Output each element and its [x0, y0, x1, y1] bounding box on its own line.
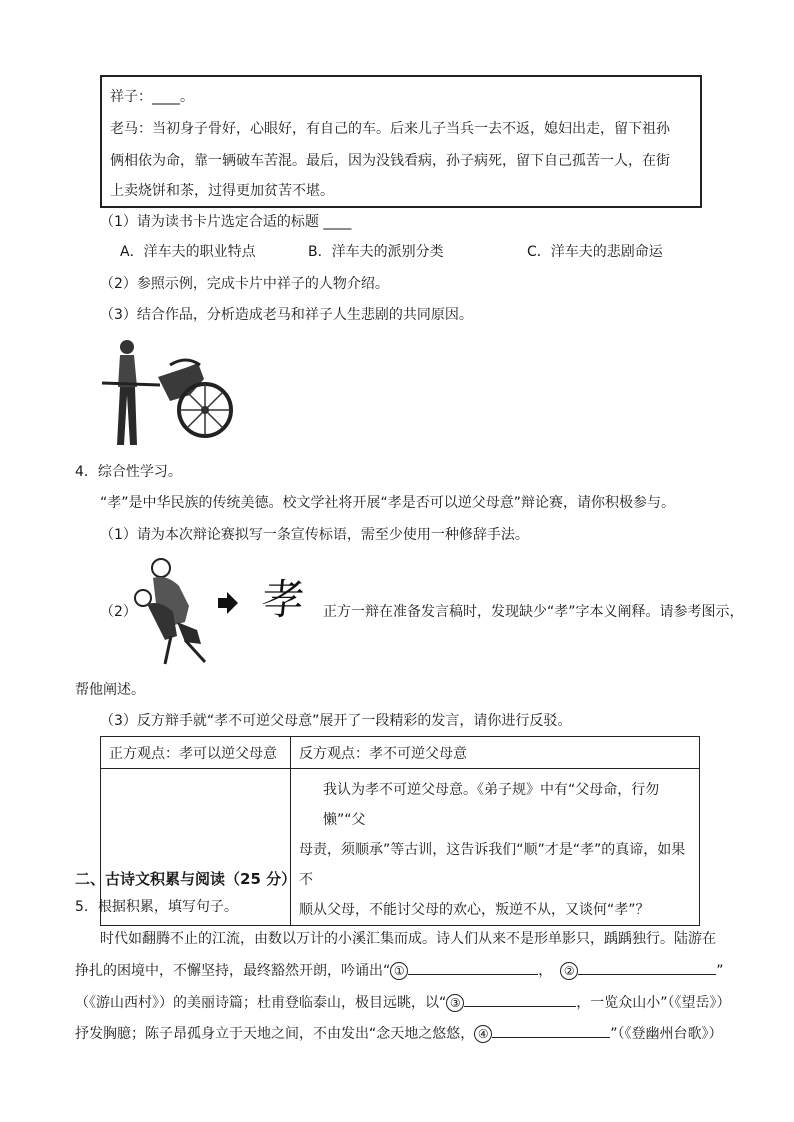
q4-intro: “孝”是中华民族的传统美德。校文学社将开展“孝是否可以逆父母意”辩论赛，请你积极参与。: [100, 495, 676, 511]
con-statement: [291, 769, 700, 926]
reading-card: [100, 75, 702, 208]
q3-sub3: （3）结合作品，分析造成老马和祥子人生悲剧的共同原因。: [100, 307, 473, 323]
q5-para-line1: 时代如翻腾不止的江流，由数以万计的小溪汇集而成。诗人们从来不是形单影只，踽踽独行。陆游在: [100, 931, 716, 947]
con-header: 反方观点：孝不可逆父母意: [291, 737, 700, 769]
q4-sub2-text: 正方一辩在准备发言稿时，发现缺少“孝”字本义阐释。请参考图示，: [323, 604, 744, 620]
card-laoma-line2: 俩相依为命，靠一辆破车苦混。最后，因为没钱看病，孙子病死，留下自己孤苦一人，在街: [110, 153, 670, 169]
seal-script-xiao: 孝: [259, 575, 307, 624]
card-laoma-line3: 上卖烧饼和茶，过得更加贫苦不堪。: [110, 183, 334, 199]
blank-4[interactable]: [492, 1021, 610, 1038]
q5-para-line2: 挣扎的困境中，不懈坚持，最终豁然开朗，吟诵出“ ① ， ② ”: [75, 958, 724, 981]
q4-sub2-continued: 帮他阐述。: [75, 682, 145, 698]
q4-sub1: （1）请为本次辩论赛拟写一条宣传标语，需至少使用一种修辞手法。: [100, 527, 529, 543]
option-c: C．洋车夫的悲剧命运: [527, 244, 663, 260]
pro-header: 正方观点：孝可以逆父母意: [101, 737, 291, 769]
con-line3: 顺从父母，不能讨父母的欢心，叛逆不从，又谈何“孝”？: [299, 902, 650, 918]
q4-sub3: （3）反方辩手就“孝不可逆父母意”展开了一段精彩的发言，请你进行反驳。: [100, 713, 572, 729]
section2-heading: 二、古诗文积累与阅读（25 分）: [75, 870, 297, 888]
q3-sub2: （2）参照示例，完成卡片中祥子的人物介绍。: [100, 276, 389, 292]
q5-para-line3: （《游山西村》）的美丽诗篇；杜甫登临泰山，极目远眺，以“ ③ ，一览众山小”（《望岳》）: [75, 990, 731, 1013]
blank-2[interactable]: [578, 958, 716, 975]
blank-1[interactable]: [408, 958, 538, 975]
con-line2: 母责，须顺承”等古训，这告诉我们“顺”才是“孝”的真谛，如果不: [299, 842, 686, 888]
carrying-elder-illustration: [127, 556, 212, 668]
card-laoma-line1: 老马：当初身子骨好，心眼好，有自己的车。后来儿子当兵一去不返，媳妇出走，留下祖孙: [110, 121, 670, 137]
q3-sub1: （1）请为读书卡片选定合适的标题 ____: [100, 214, 352, 230]
q4-title: 4．综合性学习。: [75, 464, 182, 480]
arrow-right-icon: [218, 592, 238, 614]
q4-sub2-number: （2）: [100, 604, 137, 620]
card-xiangzi: 祥子：____。: [110, 89, 194, 105]
option-b: B．洋车夫的派别分类: [308, 244, 444, 260]
q5-title: 5．根据积累，填写句子。: [75, 899, 238, 915]
option-a: A．洋车夫的职业特点: [120, 244, 256, 260]
con-line1: 我认为孝不可逆父母意。《弟子规》中有“父母命，行勿懒”“父: [323, 782, 660, 828]
blank-3[interactable]: [464, 990, 576, 1007]
q5-para-line4: 抒发胸臆；陈子昂孤身立于天地之间，不由发出“念天地之悠悠， ④ ”（《登幽州台歌》）: [75, 1021, 723, 1044]
rickshaw-illustration: [100, 335, 240, 450]
